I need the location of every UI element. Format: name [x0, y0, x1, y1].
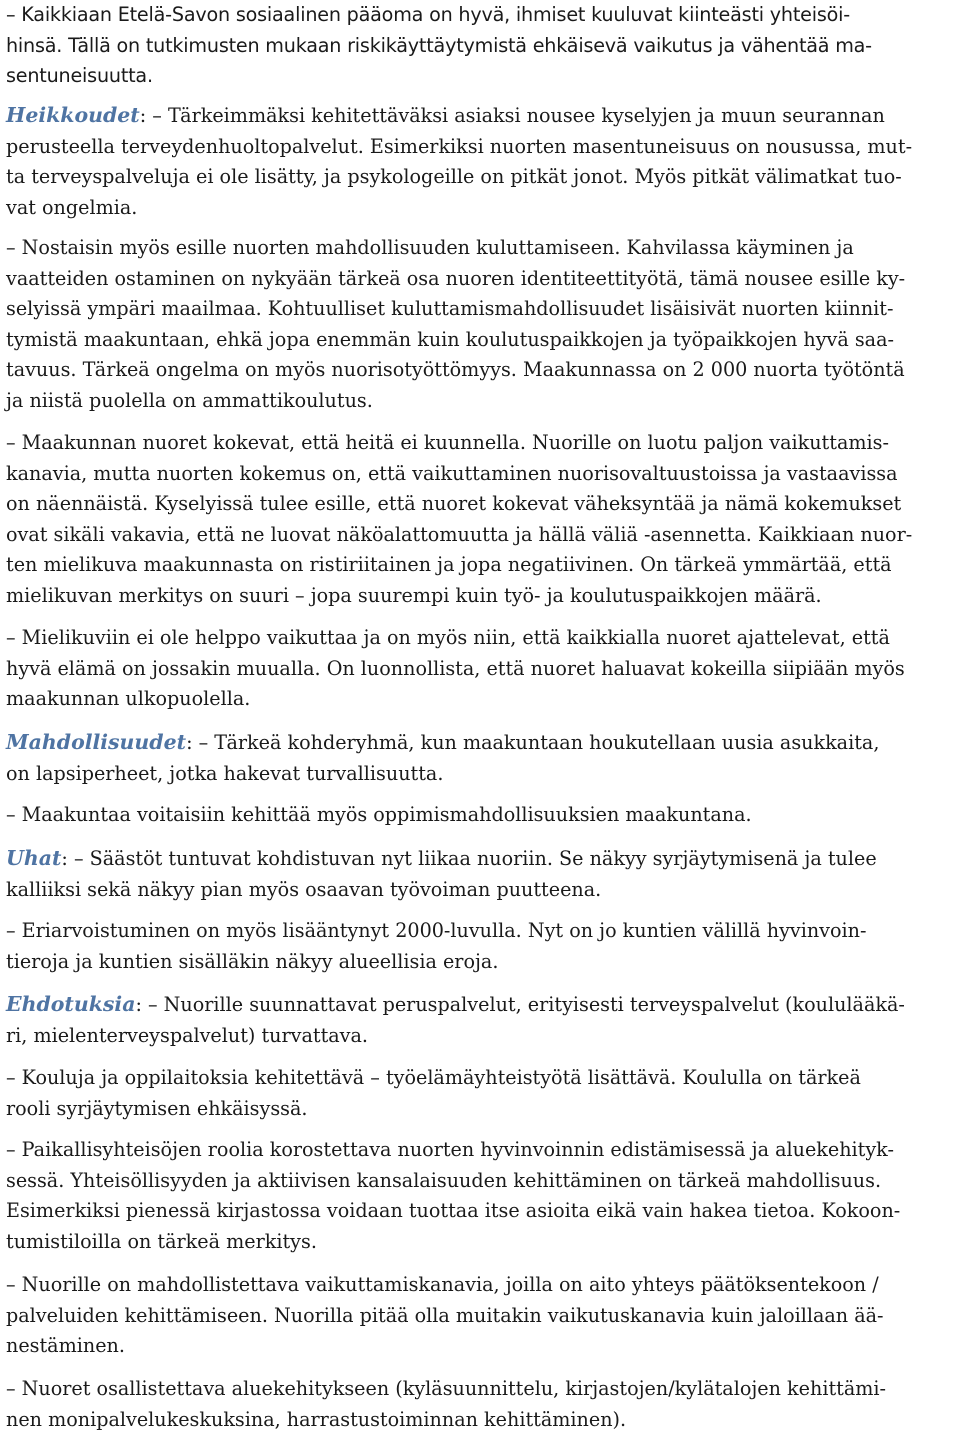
text-line: sentuneisuutta.	[6, 64, 153, 87]
text-line: – Maakuntaa voitaisiin kehittää myös oppimismahdollisuuksien maakuntana.	[6, 803, 752, 826]
body-paragraph	[6, 800, 956, 831]
text-line: – Nuoret osallistettava aluekehitykseen (kyläsuunnittelu, kirjastojen/kylätalojen kehittämi-	[6, 1377, 887, 1400]
text-line: hyvä elämä on jossakin muualla. On luonnollista, että nuoret haluavat kokeilla siipiään myös	[6, 656, 905, 680]
text-line: – Maakunnan nuoret kokevat, että heitä ei kuunnella. Nuorille on luotu paljon vaikuttamis-	[6, 431, 889, 454]
section-paragraph	[6, 100, 956, 223]
text-line: vat ongelmia.	[6, 195, 138, 219]
text-line: sessä. Yhteisöllisyyden ja aktiivisen kansalaisuuden kehittäminen on tärkeä mahdollisuus.	[6, 1168, 882, 1192]
text-line: ja niistä puolella on ammattikoulutus.	[6, 388, 373, 412]
text-line	[6, 100, 954, 132]
text-line: – Nostaisin myös esille nuorten mahdollisuuden kuluttamiseen. Kahvilassa käyminen ja	[6, 236, 854, 259]
text-line: on näennäistä. Kyselyissä tulee esille, että nuoret kokevat väheksyntää ja nämä kokemukset	[6, 492, 902, 515]
line-text: : – Tärkeimmäksi kehitettäväksi asiaksi nousee kyselyjen ja muun seurannan	[139, 104, 885, 127]
section-heading: Ehdotuksia	[6, 992, 136, 1016]
text-line: – Mielikuviin ei ole helppo vaikuttaa ja on myös niin, että kaikkialla nuoret ajattelevat, että	[6, 626, 890, 649]
section-heading: Uhat	[6, 846, 62, 870]
text-line: tymistä maakuntaan, ehkä jopa enemmän kuin koulutuspaikkojen ja työpaikkojen hyvä saa-	[6, 327, 894, 351]
line-text: : – Nuorille suunnattavat peruspalvelut, erityisesti terveyspalvelut (koululääkä-	[135, 993, 905, 1016]
text-line: – Nuorille on mahdollistettava vaikuttamiskanavia, joilla on aito yhteys päätöksentekoon /	[6, 1273, 879, 1296]
section-heading: Mahdollisuudet	[6, 730, 187, 754]
text-line: hinsä. Tällä on tutkimusten mukaan riskikäyttäytymistä ehkäisevä vaikutus ja vähentää ma-	[6, 33, 872, 57]
text-line	[6, 727, 954, 759]
text-line: maakunnan ulkopuolella.	[6, 687, 251, 710]
text-line: palveluiden kehittämiseen. Nuorilla pitää olla muitakin vaikutuskanavia kuin jaloillaan ää-	[6, 1303, 884, 1327]
body-paragraph	[6, 428, 956, 611]
section-heading: Heikkoudet	[6, 103, 140, 127]
text-line: mielikuvan merkitys on suuri – jopa suurempi kuin työ- ja koulutuspaikkojen määrä.	[6, 583, 822, 607]
body-paragraph	[6, 233, 956, 416]
text-line: tieroja ja kuntien sisälläkin näkyy alueellisia eroja.	[6, 949, 499, 973]
text-line: kalliiksi sekä näkyy pian myös osaavan työvoiman puutteena.	[6, 877, 602, 901]
text-line	[6, 843, 954, 875]
section-paragraph	[6, 727, 956, 789]
text-line: – Eriarvoistuminen on myös lisääntynyt 2000-luvulla. Nyt on jo kuntien välillä hyvinvoin-	[6, 919, 867, 942]
body-paragraph	[6, 1063, 956, 1124]
text-line	[6, 989, 954, 1021]
line-text: : – Säästöt tuntuvat kohdistuvan nyt liikaa nuoriin. Se näkyy syrjäytymisenä ja tulee	[61, 847, 877, 870]
body-paragraph	[6, 0, 956, 92]
text-line: on lapsiperheet, jotka hakevat turvallisuutta.	[6, 761, 444, 785]
text-line: ten mielikuva maakunnasta on ristiriitainen ja jopa negatiivinen. On tärkeä ymmärtää, että	[6, 553, 892, 576]
text-line: nestäminen.	[6, 1334, 125, 1357]
text-line: – Kaikkiaan Etelä-Savon sosiaalinen pääoma on hyvä, ihmiset kuuluvat kiinteästi yhteisöi-	[6, 3, 850, 26]
text-line: rooli syrjäytymisen ehkäisyssä.	[6, 1096, 308, 1120]
text-line: ovat sikäli vakavia, että ne luovat näköalattomuutta ja hällä väliä -asennetta. Kaikkiaan nuor-	[6, 522, 913, 546]
text-line: tavuus. Tärkeä ongelma on myös nuorisotyöttömyys. Maakunnassa on 2 000 nuorta työtöntä	[6, 358, 905, 381]
body-paragraph	[6, 1135, 956, 1257]
text-line: – Kouluja ja oppilaitoksia kehitettävä – työelämäyhteistyötä lisättävä. Koululla on tärkeä	[6, 1066, 861, 1089]
text-line: nen monipalvelukeskuksina, harrastustoiminnan kehittäminen).	[6, 1407, 627, 1431]
line-text: : – Tärkeä kohderyhmä, kun maakuntaan houkutellaan uusia asukkaita,	[186, 731, 880, 754]
text-line: ta terveyspalveluja ei ole lisätty, ja psykologeille on pitkät jonot. Myös pitkät välimatkat tuo-	[6, 165, 902, 188]
text-line: selyissä ympäri maailmaa. Kohtuulliset kuluttamismahdollisuudet lisäisivät nuorten kiinnit-	[6, 297, 894, 320]
section-paragraph	[6, 843, 956, 905]
body-paragraph	[6, 1270, 956, 1362]
text-line: perusteella terveydenhuoltopalvelut. Esimerkiksi nuorten masentuneisuus on nousussa, mut-	[6, 134, 913, 158]
text-line: tumistiloilla on tärkeä merkitys.	[6, 1229, 317, 1253]
text-line: vaatteiden ostaminen on nykyään tärkeä osa nuoren identiteettityötä, tämä nousee esille ky-	[6, 266, 906, 290]
body-paragraph	[6, 623, 956, 715]
text-line: Esimerkiksi pienessä kirjastossa voidaan tuottaa itse asioita eikä vain hakea tietoa. Kokoon-	[6, 1199, 901, 1222]
body-paragraph	[6, 1374, 956, 1433]
section-paragraph	[6, 989, 956, 1051]
body-paragraph	[6, 916, 956, 977]
text-line: – Paikallisyhteisöjen roolia korostettava nuorten hyvinvoinnin edistämisessä ja aluekehityk-	[6, 1138, 894, 1161]
text-line: kanavia, mutta nuorten kokemus on, että vaikuttaminen nuorisovaltuustoissa ja vastaavissa	[6, 461, 898, 485]
text-line: ri, mielenterveyspalvelut) turvattava.	[6, 1023, 369, 1047]
